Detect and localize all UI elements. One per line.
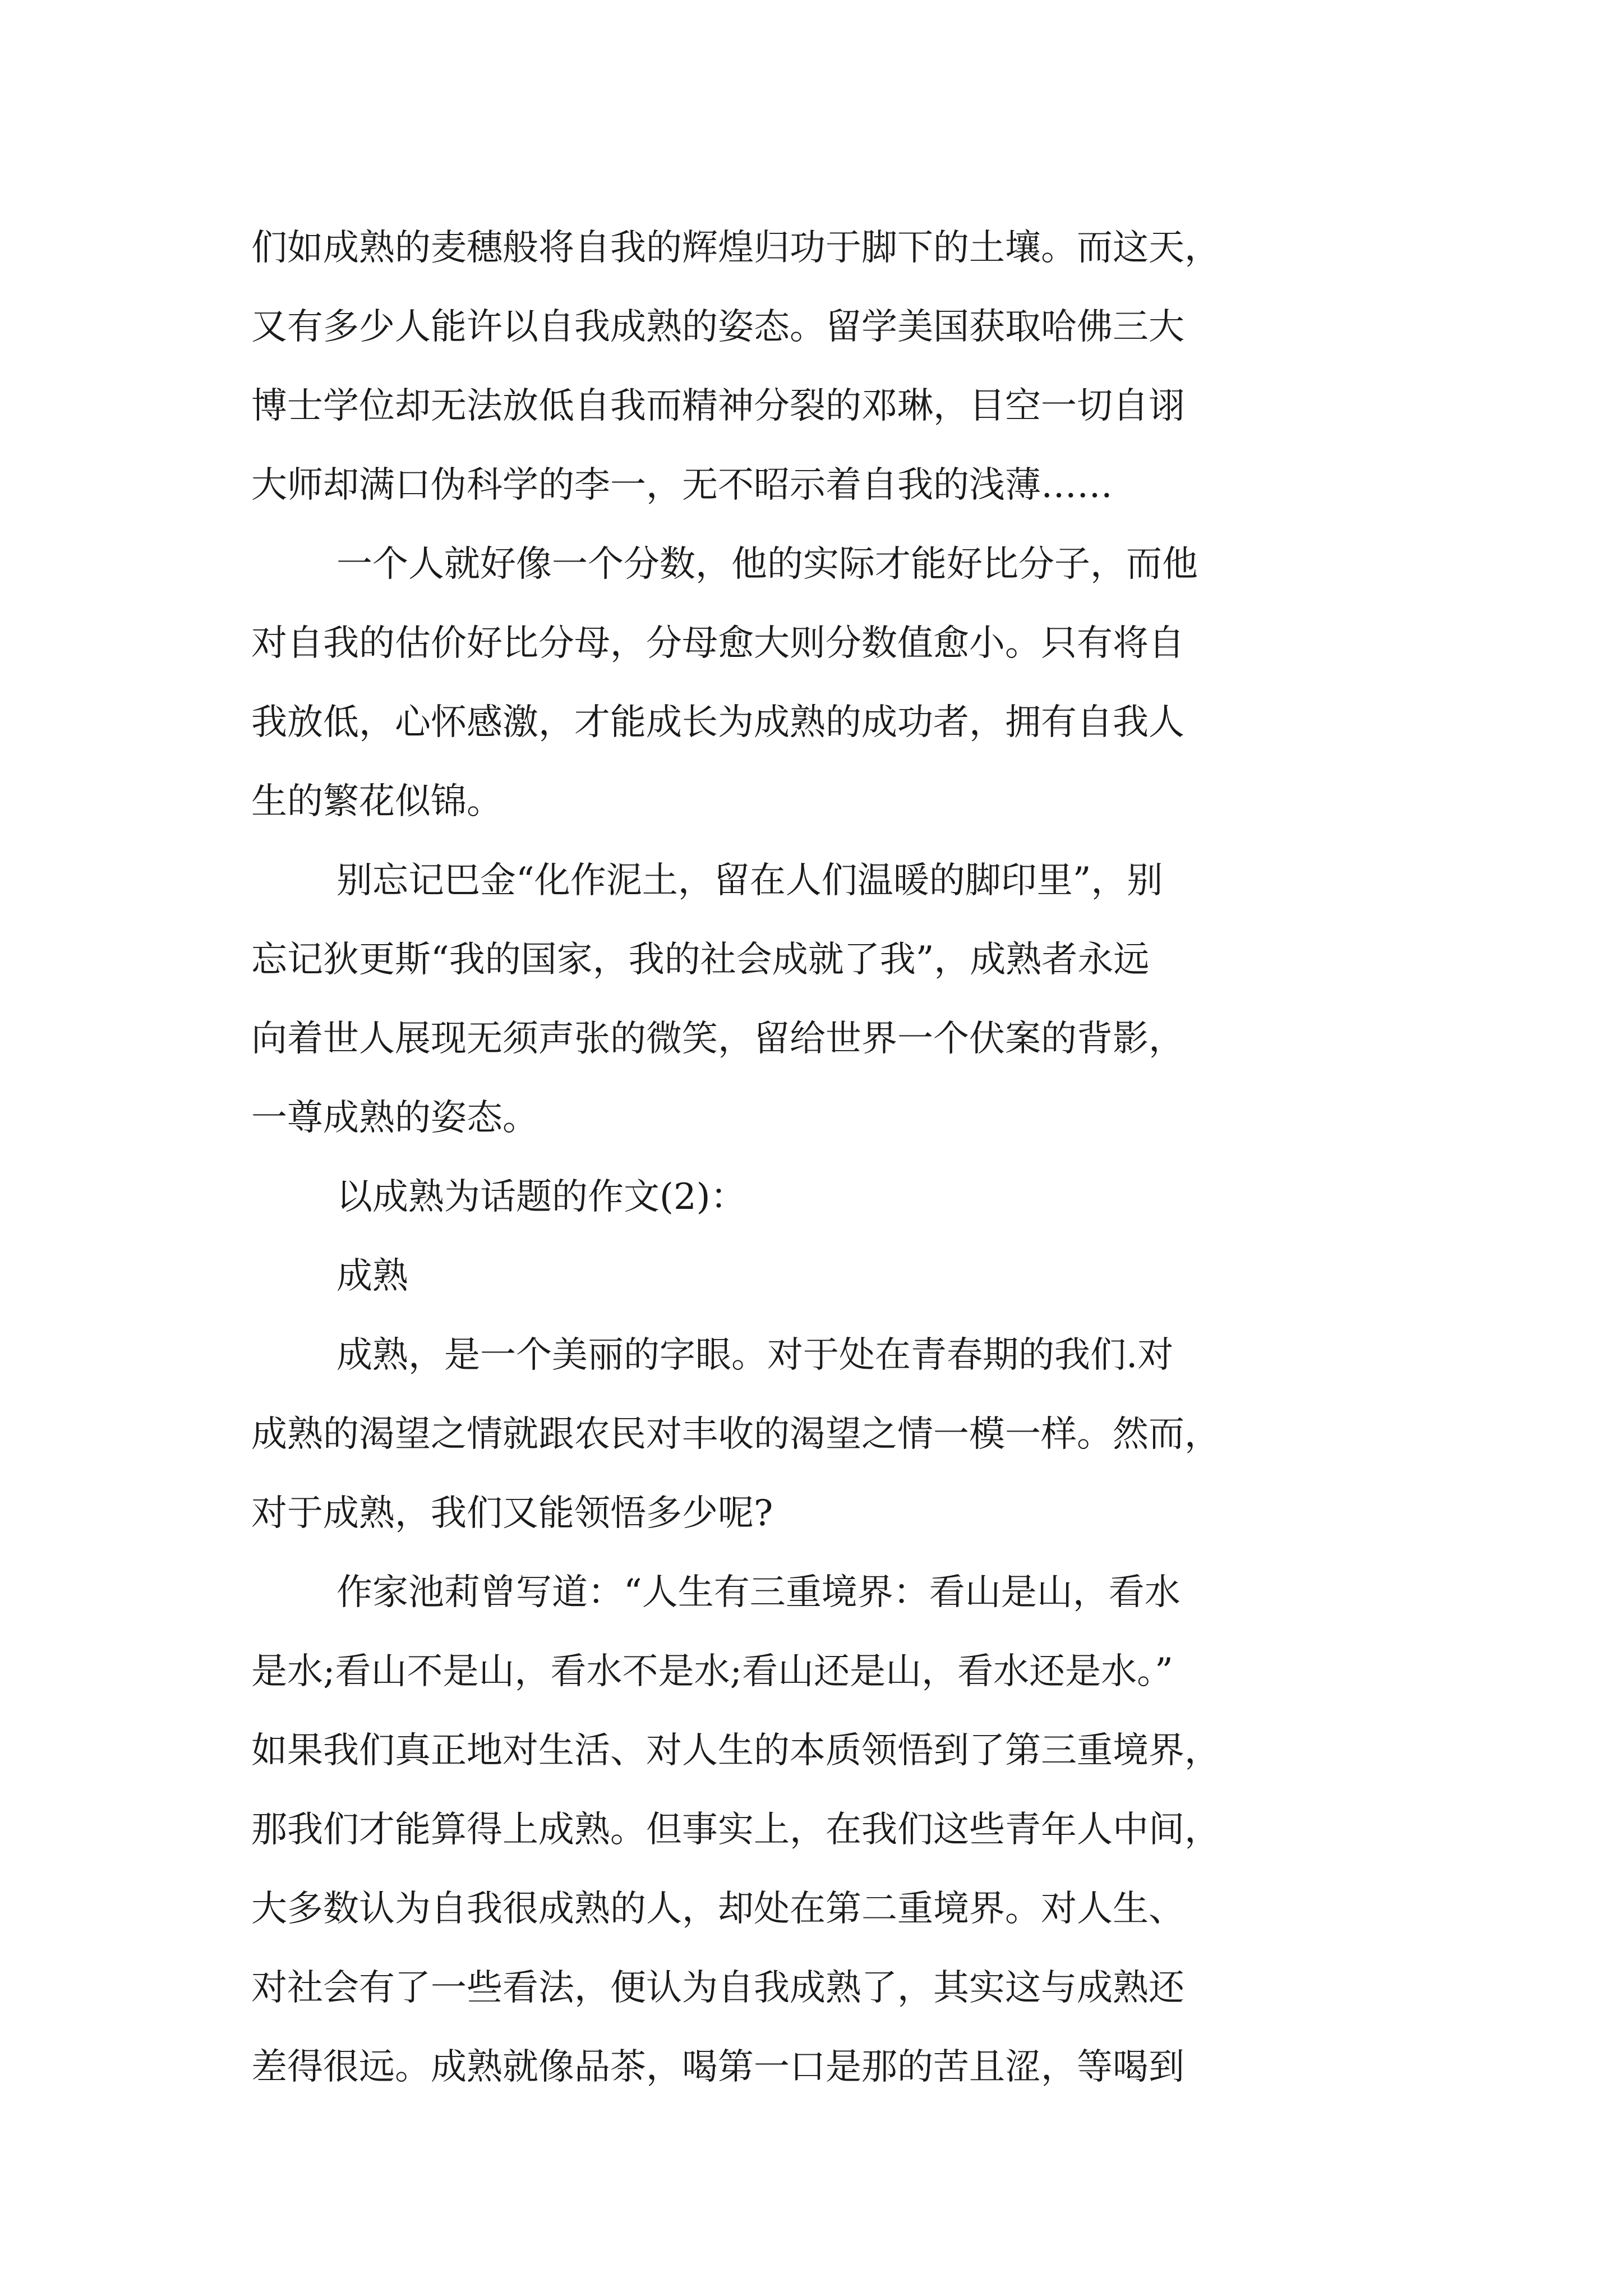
text-line: 对社会有了一些看法，便认为自我成熟了，其实这与成熟还 xyxy=(251,1967,1184,2009)
text-line: 博士学位却无法放低自我而精神分裂的邓琳，目空一切自诩 xyxy=(251,385,1184,427)
essay-title: 成熟 xyxy=(336,1255,408,1297)
text-line: 向着世人展现无须声张的微笑，留给世界一个伏案的背影， xyxy=(251,1018,1184,1060)
text-line: 们如成熟的麦穗般将自我的辉煌归功于脚下的土壤。而这天， xyxy=(251,227,1220,269)
paragraph-first-line: 成熟，是一个美丽的字眼。对于处在青春期的我们.对 xyxy=(336,1335,1174,1376)
text-line: 我放低，心怀感激，才能成长为成熟的成功者，拥有自我人 xyxy=(251,702,1184,743)
text-line: 对自我的估价好比分母，分母愈大则分数值愈小。只有将自 xyxy=(251,623,1184,664)
text-line: 那我们才能算得上成熟。但事实上，在我们这些青年人中间， xyxy=(251,1809,1220,1851)
text-line: 大师却满口伪科学的李一，无不昭示着自我的浅薄…… xyxy=(251,464,1113,506)
text-line: 一尊成熟的姿态。 xyxy=(251,1097,538,1139)
paragraph-first-line: 别忘记巴金“化作泥土，留在人们温暖的脚印里”，别 xyxy=(336,860,1163,901)
text-line: 差得很远。成熟就像品茶，喝第一口是那的苦且涩，等喝到 xyxy=(251,2046,1184,2088)
text-line: 又有多少人能许以自我成熟的姿态。留学美国获取哈佛三大 xyxy=(251,306,1184,348)
text-line: 大多数认为自我很成熟的人，却处在第二重境界。对人生、 xyxy=(251,1888,1184,1930)
text-line: 成熟的渴望之情就跟农民对丰收的渴望之情一模一样。然而， xyxy=(251,1414,1220,1455)
text-line: 对于成熟，我们又能领悟多少呢? xyxy=(251,1493,773,1534)
text-line: 是水;看山不是山，看水不是水;看山还是山，看水还是水。” xyxy=(251,1651,1173,1692)
paragraph-first-line: 作家池莉曾写道：“人生有三重境界：看山是山，看水 xyxy=(336,1572,1181,1613)
paragraph-first-line: 一个人就好像一个分数，他的实际才能好比分子，而他 xyxy=(336,544,1198,585)
text-line: 如果我们真正地对生活、对人生的本质领悟到了第三重境界， xyxy=(251,1730,1220,1772)
section-heading: 以成熟为话题的作文(2)： xyxy=(336,1176,746,1218)
text-line: 生的繁花似锦。 xyxy=(251,781,502,822)
text-line: 忘记狄更斯“我的国家，我的社会成就了我”，成熟者永远 xyxy=(251,939,1150,981)
